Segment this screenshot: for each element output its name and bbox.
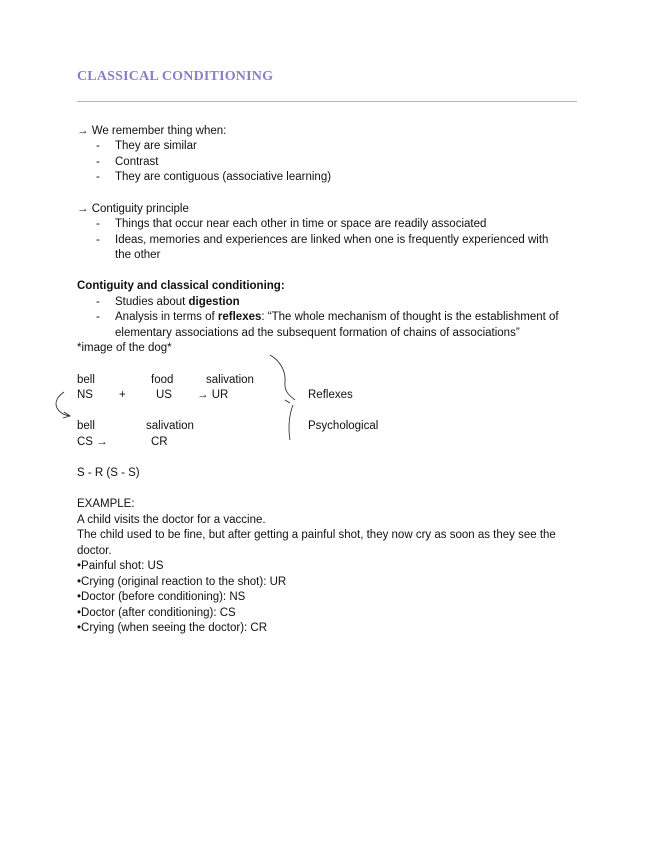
diagram-cs: CS →: [77, 436, 108, 448]
example-bullet: •Painful shot: US: [77, 560, 164, 572]
example-line: The child used to be fine, but after getting a painful shot, they now cry as soon as they see the: [77, 529, 556, 541]
diagram-bell: bell: [77, 374, 95, 386]
list-item-continuation: elementary associations ad the subsequent formation of chains of associations”: [115, 327, 520, 339]
diagram-plus: +: [119, 389, 126, 401]
list-item: They are contiguous (associative learning): [115, 171, 332, 183]
diagram-cr: CR: [151, 436, 168, 448]
list-item: Contrast: [115, 156, 159, 168]
bullet-dash: -: [96, 156, 100, 168]
example-bullet: •Doctor (before conditioning): NS: [77, 591, 246, 603]
example-bullet: •Crying (original reaction to the shot): UR: [77, 576, 287, 588]
section1-lead: → We remember thing when:: [77, 125, 227, 137]
brace-tip-icon: [285, 400, 290, 403]
page-title: CLASSICAL CONDITIONING: [77, 69, 274, 84]
bullet-dash: -: [96, 171, 100, 183]
lower-bracket-icon: [289, 405, 293, 440]
bullet-dash: -: [96, 140, 100, 152]
list-item: They are similar: [115, 140, 197, 152]
example-bullet: •Doctor (after conditioning): CS: [77, 607, 236, 619]
left-curved-arrow-icon: [56, 392, 70, 416]
example-line: doctor.: [77, 545, 112, 557]
diagram-ur: → UR: [197, 389, 229, 401]
item-text: : “The whole mechanism of thought is the establishment of: [261, 311, 559, 323]
bullet-dash: -: [96, 311, 100, 323]
example-line: A child visits the doctor for a vaccine.: [77, 514, 266, 526]
bullet-dash: -: [96, 218, 100, 230]
example-heading: EXAMPLE:: [77, 498, 135, 510]
item-text: Analysis in terms of: [115, 311, 218, 323]
diagram-us: US: [156, 389, 172, 401]
image-note: *image of the dog*: [77, 342, 172, 354]
diagram-salivation: salivation: [206, 374, 254, 386]
bullet-dash: -: [96, 296, 100, 308]
item-bold-term: reflexes: [217, 311, 262, 323]
label-psychological: Psychological: [308, 420, 379, 432]
list-item-continuation: the other: [115, 249, 161, 261]
diagram-food: food: [151, 374, 174, 386]
bullet-dash: -: [96, 234, 100, 246]
section2-lead: → Contiguity principle: [77, 203, 189, 215]
diagram-salivation: salivation: [146, 420, 194, 432]
item-bold-term: digestion: [188, 296, 240, 308]
section3-heading: Contiguity and classical conditioning:: [77, 280, 285, 292]
right-curly-brace-icon: [270, 355, 295, 400]
formula: S - R (S - S): [77, 467, 140, 479]
diagram-ns: NS: [77, 389, 93, 401]
example-bullet: •Crying (when seeing the doctor): CR: [77, 622, 268, 634]
item-text: Studies about: [115, 296, 189, 308]
diagram-bell: bell: [77, 420, 95, 432]
list-item: Ideas, memories and experiences are linked when one is frequently experienced with: [115, 234, 549, 246]
list-item: Things that occur near each other in time or space are readily associated: [115, 218, 487, 230]
label-reflexes: Reflexes: [308, 389, 353, 401]
